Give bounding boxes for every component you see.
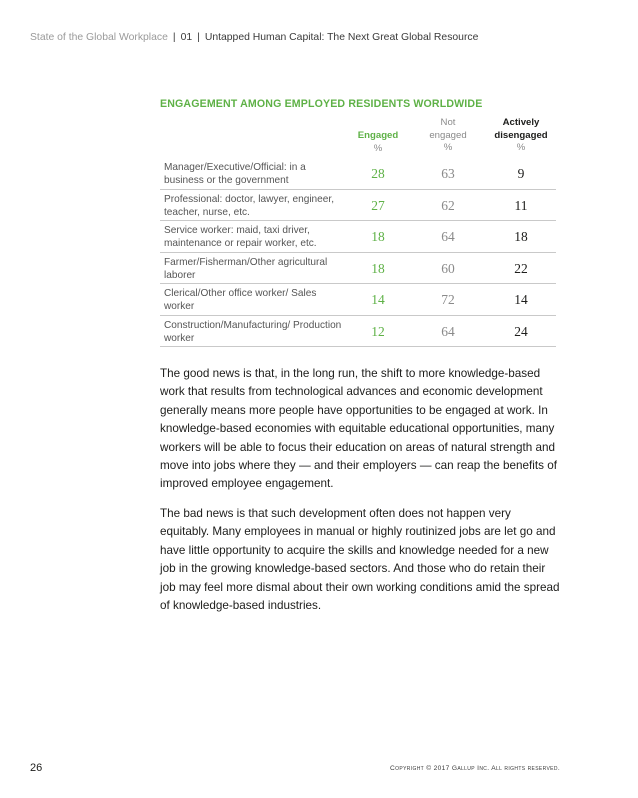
engaged-value: 28 — [371, 166, 385, 181]
not-engaged-value: 60 — [441, 260, 455, 276]
header-separator-2: | — [197, 32, 200, 43]
actively-disengaged-value: 11 — [514, 197, 528, 213]
engaged-value: 27 — [371, 197, 385, 213]
not-engaged-value: 64 — [441, 323, 455, 339]
engaged-value: 18 — [371, 260, 385, 276]
table-row — [160, 221, 556, 253]
not-engaged-value: 63 — [441, 166, 455, 181]
page-number: 26 — [30, 762, 43, 774]
actively-disengaged-value: 24 — [514, 323, 528, 339]
column-header-engaged-unit: % — [373, 142, 383, 154]
body-paragraph-2: The bad news is that such development often does not happen very equitably. Many employees in manual or highly routinized jobs are let go and have little opportunity to acquire the skills and knowledge needed for a new job in the growing knowledge-based sectors. And those who do retain their job may feel more dismal about their own working conditions amid the spread of knowledge-based industries. — [160, 507, 560, 613]
section-title: State of the Global Workplace — [30, 32, 168, 43]
table-row — [160, 284, 556, 316]
row-label: Construction/Manufacturing/ Production worker — [164, 319, 342, 344]
engaged-value: 18 — [371, 229, 385, 244]
copyright-notice: Copyright © 2017 Gallup Inc. All rights reserved. — [390, 765, 560, 772]
column-header-engaged-name: Engaged — [357, 130, 399, 141]
column-header-actively-disengaged-line1: Actively — [502, 117, 540, 128]
column-header-engaged — [338, 130, 418, 155]
column-header-actively-disengaged-line2: disengaged — [494, 129, 548, 141]
body-paragraph-1: The good news is that, in the long run, the shift to more knowledge-based work that results from technological advances and economic development generally means more people have opportunities to be engaged at work. In knowledge-based economies with equitable educational opportunities, many workers will be able to focus their education on areas of natural strength and move into jobs where they — and their employers — can reap the benefits of improved employee engagement. — [160, 367, 557, 491]
not-engaged-value: 72 — [441, 292, 455, 307]
chapter-title: Untapped Human Capital: The Next Great Global Resource — [204, 32, 479, 43]
engaged-value: 14 — [371, 292, 385, 307]
table-title: ENGAGEMENT AMONG EMPLOYED RESIDENTS WORLDWIDE — [160, 98, 483, 110]
table-row — [160, 190, 556, 222]
not-engaged-value: 64 — [441, 229, 455, 244]
actively-disengaged-value: 22 — [514, 260, 528, 276]
column-header-not-engaged-unit: % — [443, 142, 453, 154]
column-header-not-engaged-line2: engaged — [429, 129, 467, 141]
row-label: Professional: doctor, lawyer, engineer, teacher, nurse, etc. — [164, 193, 335, 218]
running-header — [30, 32, 478, 43]
column-header-not-engaged-line1: Not — [440, 117, 456, 128]
not-engaged-value: 62 — [441, 197, 455, 213]
row-label: Farmer/Fisherman/Other agricultural laborer — [164, 256, 328, 281]
row-label: Service worker: maid, taxi driver, maintenance or repair worker, etc. — [164, 225, 317, 249]
actively-disengaged-value: 14 — [514, 292, 528, 307]
row-label: Manager/Executive/Official: in a business or the government — [164, 162, 306, 186]
header-separator-1: | — [172, 32, 176, 43]
actively-disengaged-value: 18 — [514, 229, 528, 244]
column-header-not-engaged — [408, 117, 488, 155]
row-label: Clerical/Other office worker/ Sales worker — [164, 288, 317, 312]
column-header-actively-disengaged-unit: % — [516, 142, 526, 154]
column-header-actively-disengaged — [481, 117, 561, 155]
engaged-value: 12 — [371, 323, 385, 339]
engagement-table — [160, 158, 556, 347]
table-row — [160, 316, 556, 348]
chapter-number: 01 — [180, 32, 193, 43]
table-row — [160, 253, 556, 285]
table-row — [160, 158, 556, 190]
actively-disengaged-value: 9 — [517, 166, 525, 181]
